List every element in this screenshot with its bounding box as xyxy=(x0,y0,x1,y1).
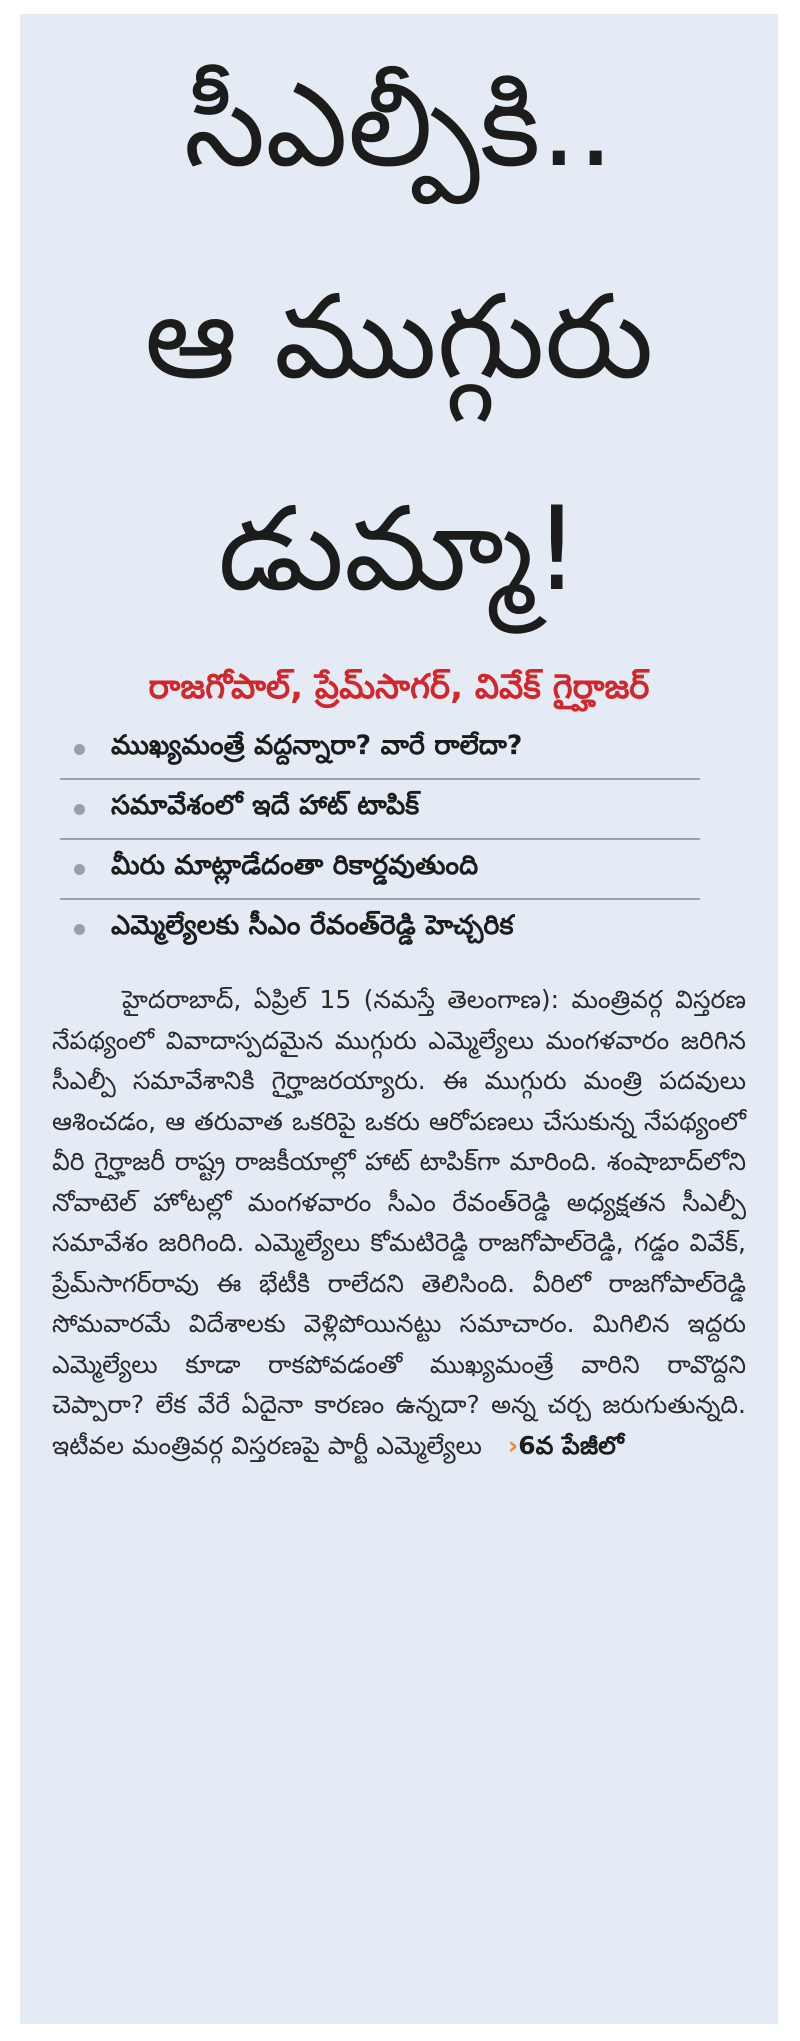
headline xyxy=(20,14,778,656)
highlight-item xyxy=(60,900,700,958)
continue-arrow-icon: › xyxy=(507,1430,519,1460)
article-text: మంత్రివర్గ విస్తరణ నేపథ్యంలో వివాదాస్పదమైన ముగ్గురు ఎమ్మెల్యేలు మంగళవారం జరిగిన సీఎల్పీ సమావేశానికి గైర్హాజరయ్యారు. ఈ ముగ్గురు మంత్రి పదవులు ఆశించడం, ఆ తరువాత ఒకరిపై ఒకరు ఆరోపణలు చేసుకున్న నేపథ్యంలో వీరి గైర్హాజరీ రాష్ట్ర రాజకీయాల్లో హాట్ టాపిక్‌గా మారింది. శంషాబాద్‌లోని నోవాటెల్ హోటల్లో మంగళవారం సీఎం రేవంత్‌రెడ్డి అధ్యక్షతన సీఎల్పీ సమావేశం జరిగింది. ఎమ్మెల్యేలు కోమటిరెడ్డి రాజగోపాల్‌రెడ్డి, గడ్డం వివేక్, ప్రేమ్‌సాగర్‌రావు ఈ భేటీకి రాలేదని తెలిసింది. వీరిలో రాజగోపాల్‌రెడ్డి సోమవారమే విదేశాలకు వెళ్లిపోయినట్టు సమాచారం. మిగిలిన ఇద్దరు ఎమ్మెల్యేలు కూడా రాకపోవడంతో ముఖ్యమంత్రే వారిని రావొద్దని చెప్పారా? లేక వేరే ఏదైనా కారణం ఉన్నదా? అన్న చర్చ జరుగుతున్నది. ఇటీవల మంత్రివర్గ విస్తరణపై పార్టీ ఎమ్మెల్యేలు xyxy=(52,985,746,1460)
article-dateline: హైదరాబాద్, ఏప్రిల్ 15 (నమస్తే తెలంగాణ): xyxy=(122,985,560,1014)
highlight-item xyxy=(60,840,700,900)
continued-on-page: 6వ పేజీలో xyxy=(518,1430,624,1460)
highlight-text: ముఖ్యమంత్రే వద్దన్నారా? వారే రాలేదా? xyxy=(111,730,523,761)
bullet-dot-icon xyxy=(74,804,85,815)
headline-line-3: డుమ్మా! xyxy=(218,482,580,617)
headline-line-1: సీఎల్పీకి.. xyxy=(183,58,615,193)
highlight-item xyxy=(60,780,700,840)
highlight-item xyxy=(60,720,700,780)
highlight-text: సమావేశంలో ఇదే హాట్ టాపిక్ xyxy=(111,790,420,821)
highlight-text: ఎమ్మెల్యేలకు సీఎం రేవంత్‌రెడ్డి హెచ్చరిక xyxy=(111,910,514,941)
bullet-dot-icon xyxy=(74,744,85,755)
bullet-dot-icon xyxy=(74,924,85,935)
article-body xyxy=(20,980,778,1466)
highlight-text: మీరు మాట్లాడేదంతా రికార్డవుతుంది xyxy=(111,850,479,881)
news-clipping xyxy=(20,14,778,2024)
subheadline: రాజగోపాల్, ప్రేమ్‌సాగర్, వివేక్ గైర్హాజర్ xyxy=(148,667,650,707)
headline-line-2: ఆ ముగ్గురు xyxy=(144,270,654,405)
bullet-dot-icon xyxy=(74,864,85,875)
highlights-list xyxy=(20,720,778,958)
